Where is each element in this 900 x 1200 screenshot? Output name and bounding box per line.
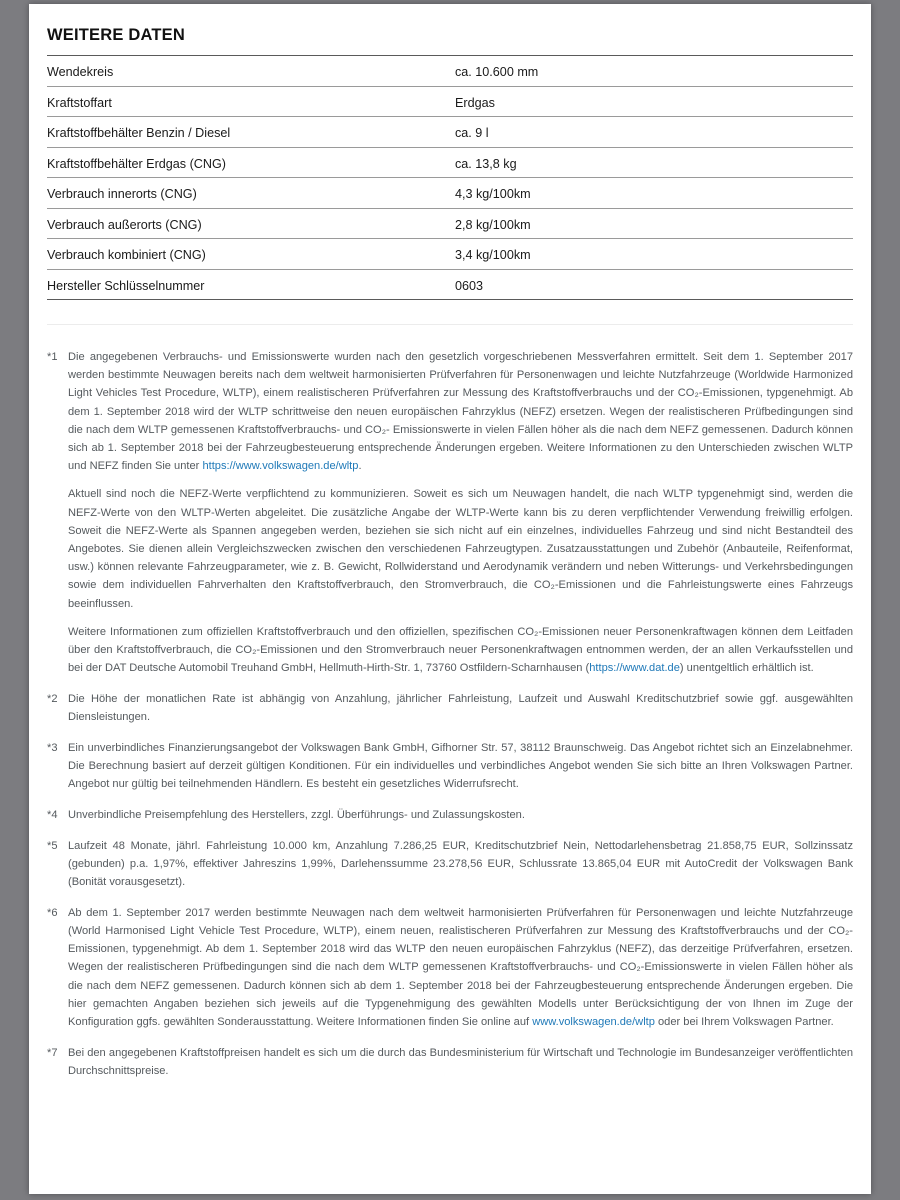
- footnote-1: [47, 348, 853, 677]
- footnote-text: Bei den angegebenen Kraftstoffpreisen handelt es sich um die durch das Bundesministerium für Wirtschaft und Technologie im Bundesanzeiger veröffentlichten Durchschnittspreise.: [68, 1046, 853, 1077]
- footnote-text: Laufzeit 48 Monate, jährl. Fahrleistung 10.000 km, Anzahlung 7.286,25 EUR, Kreditschutzbrief Nein, Nettodarlehensbetrag 21.858,75 EUR, Sollzinssatz (gebunden) p.a. 1,97%, effektiver Jahreszins 1,99%, Darlehenssumme 23.278,56 EUR, Schlussrate 13.865,04 EUR mit AutoCredit der Volkswagen Bank (Bonität vorausgesetzt).: [68, 839, 853, 889]
- footnote-paragraph: [68, 348, 853, 475]
- footnote-marker: *7: [47, 1046, 58, 1059]
- footnote-text: oder bei Ihrem Volkswagen Partner.: [654, 1016, 834, 1028]
- document-page: [29, 4, 871, 1194]
- table-row: [47, 178, 853, 209]
- footnote-text: ) unentgeltlich erhältlich ist.: [679, 662, 814, 675]
- footnote-text: .: [358, 460, 362, 473]
- footnote-marker: *2: [47, 692, 58, 705]
- dat-link[interactable]: https://www.dat.de: [589, 662, 680, 675]
- footnote-2: [47, 690, 853, 726]
- volkswagen-wltp-link[interactable]: www.volkswagen.de/wltp: [532, 1016, 655, 1028]
- row-value: 0603: [455, 278, 484, 293]
- footnote-paragraph: Aktuell sind noch die NEFZ-Werte verpflichtend zu kommunizieren. Soweit es sich um Neuwagen handelt, die nach WLTP typgenehmigt sind, werden die NEFZ-Werte von den WLTP-Werten abgeleitet. Die zusätzliche Angabe der WLTP-Werte kann bis zu deren verpflichtender Verwendung freiwillig erfolgen. Soweit die NEFZ-Werte als Spannen angegeben werden, beziehen sie sich nicht auf ein einzelnes, individuelles Fahrzeug und sind nicht Bestandteil des Angebotes. Sie dienen allein Vergleichszwecken zwischen den verschiedenen Fahrzeugtypen. Zusatzausstattungen und Zubehör (Anbauteile, Reifenformat, usw.) können relevante Fahrzeugparameter, wie z. B. Gewicht, Rollwiderstand und Aerodynamik verändern und neben Witterungs- und Verkehrsbedingungen sowie dem individuellen Fahrverhalten den Kraftstoffverbrauch, den Stromverbrauch, die CO₂-Emissionen und die Fahrleistungswerte eines Fahrzeugs beeinflussen.: [68, 488, 853, 610]
- footnote-text: Weitere Informationen zum offiziellen Kraftstoffverbrauch und den offiziellen, spezifischen CO₂-Emissionen neuer Personenkraftwagen können dem Leitfaden über den Kraftstoffverbrauch, die CO₂-Emissionen und den Stromverbrauch neuer Personenkraftwagen entnommen werden, der an allen Verkaufsstellen und bei der DAT Deutsche Automobil Treuhand GmbH, Hellmuth-Hirth-Str. 1, 73760 Ostfildern-Scharnhausen (: [68, 625, 853, 675]
- footnote-7: [47, 1044, 853, 1080]
- table-row: [47, 117, 853, 148]
- footnote-4: [47, 806, 853, 824]
- footnotes: [47, 348, 853, 1093]
- section-heading: WEITERE DATEN: [47, 26, 185, 44]
- row-label: Verbrauch kombiniert (CNG): [47, 248, 206, 262]
- footnote-text: Die Höhe der monatlichen Rate ist abhängig von Anzahlung, jährlicher Fahrleistung, Laufzeit und Auswahl Kreditschutzbrief sowie ggf. ausgewählten Diensleistungen.: [68, 692, 853, 724]
- footnote-marker: *4: [47, 808, 58, 821]
- table-row: [47, 148, 853, 179]
- row-label: Kraftstoffbehälter Erdgas (CNG): [47, 156, 226, 171]
- table-row: [47, 209, 853, 240]
- table-row: [47, 87, 853, 118]
- footnote-text: Unverbindliche Preisempfehlung des Herstellers, zzgl. Überführungs- und Zulassungskosten.: [68, 808, 525, 821]
- table-row: [47, 270, 853, 301]
- footnote-3: [47, 739, 853, 794]
- footnote-text: Die angegebenen Verbrauchs- und Emissionswerte wurden nach den gesetzlich vorgeschriebenen Messverfahren ermittelt. Seit dem 1. September 2017 werden bestimmte Neuwagen bereits nach dem weltweit harmonisierten Prüfverfahren für Personenwagen und leichte Nutzfahrzeuge (Worldwide Harmonized Light Vehicles Test Procedure, WLTP), einem realistischeren Prüfverfahren zur Messung des Kraftstoffverbrauchs und der CO₂-Emissionen, typgenehmigt. Ab dem 1. September 2018 wird der WLTP schrittweise den neuen europäischen Fahrzyklus (NEFZ) ersetzen. Wegen der realistischeren Prüfbedingungen sind die nach dem WLTP gemessenen Kraftstoffverbrauchs- und CO₂- Emissionswerte in vielen Fällen höher als die nach dem NEFZ gemessenen. Dadurch können sich ab 1. September 2018 bei der Fahrzeugbesteuerung entsprechende Änderungen ergeben. Weitere Informationen zu den Unterschieden zwischen WLTP und NEFZ finden Sie unter: [68, 351, 853, 473]
- table-row: [47, 55, 853, 87]
- row-label: Verbrauch außerorts (CNG): [47, 217, 202, 232]
- footnote-paragraph: [68, 623, 853, 678]
- row-value: ca. 10.600 mm: [455, 65, 539, 79]
- footnote-marker: *6: [47, 906, 58, 919]
- row-value: 3,4 kg/100km: [455, 248, 531, 262]
- footnote-marker: *3: [47, 741, 58, 754]
- row-value: 2,8 kg/100km: [455, 217, 531, 232]
- footnote-marker: *1: [47, 351, 58, 363]
- row-label: Verbrauch innerorts (CNG): [47, 187, 197, 201]
- row-value: ca. 13,8 kg: [455, 156, 517, 171]
- row-label: Wendekreis: [47, 65, 114, 79]
- footnote-6: [47, 904, 853, 1031]
- footnote-text: Ab dem 1. September 2017 werden bestimmte Neuwagen nach dem weltweit harmonisierten Prüfverfahren für Personenwagen und leichte Nutzfahrzeuge (World Harmonised Light Vehicle Test Procedure, WLTP), einem neuen, realistischeren Prüfverfahren zur Messung des Kraftstoffverbrauchs und der CO₂-Emissionen, typgenehmigt. Ab dem 1. September 2018 wird das WLTP den neuen europäischen Fahrzyklus (NEFZ), das derzeitige Prüfverfahren, ersetzen. Wegen der realistischeren Prüfbedingungen sind die nach dem WLTP gemessenen Kraftstoffverbrauchs- und CO₂-Emissionswerte in vielen Fällen höher als die nach dem NEFZ gemessenen. Dadurch können sich ab dem 1. September 2018 bei der Fahrzeugbesteuerung entsprechende Änderungen ergeben. Die hier gemachten Angaben beziehen sich jeweils auf die Typgenehmigung des gewählten Modells unter Berücksichtigung der von Ihnen im Zuge der Konfiguration ggfs. gewählten Sonderausstattung. Weitere Informationen finden Sie online auf: [68, 906, 853, 1028]
- row-label: Hersteller Schlüsselnummer: [47, 278, 205, 293]
- wltp-link[interactable]: https://www.volkswagen.de/wltp: [202, 460, 359, 473]
- footnote-paragraph: [68, 904, 853, 1031]
- section-divider: [47, 324, 853, 325]
- row-value: Erdgas: [455, 95, 495, 110]
- data-table: [47, 55, 853, 300]
- row-label: Kraftstoffart: [47, 95, 112, 110]
- row-value: 4,3 kg/100km: [455, 187, 531, 201]
- footnote-5: [47, 837, 853, 892]
- footnote-marker: *5: [47, 839, 58, 852]
- table-row: [47, 239, 853, 270]
- row-value: ca. 9 l: [455, 126, 489, 140]
- row-label: Kraftstoffbehälter Benzin / Diesel: [47, 126, 231, 140]
- footnote-text: Ein unverbindliches Finanzierungsangebot der Volkswagen Bank GmbH, Gifhorner Str. 57, 38112 Braunschweig. Das Angebot richtet sich an Einzelabnehmer. Die Berechnung basiert auf derzeit gültigen Konditionen. Für ein individuelles und verbindliches Angebot wenden Sie sich bitte an Ihren Volkswagen Partner. Angebot nur gültig bei teilnehmenden Händlern. Es besteht ein gesetzliches Widerrufsrecht.: [68, 741, 853, 791]
